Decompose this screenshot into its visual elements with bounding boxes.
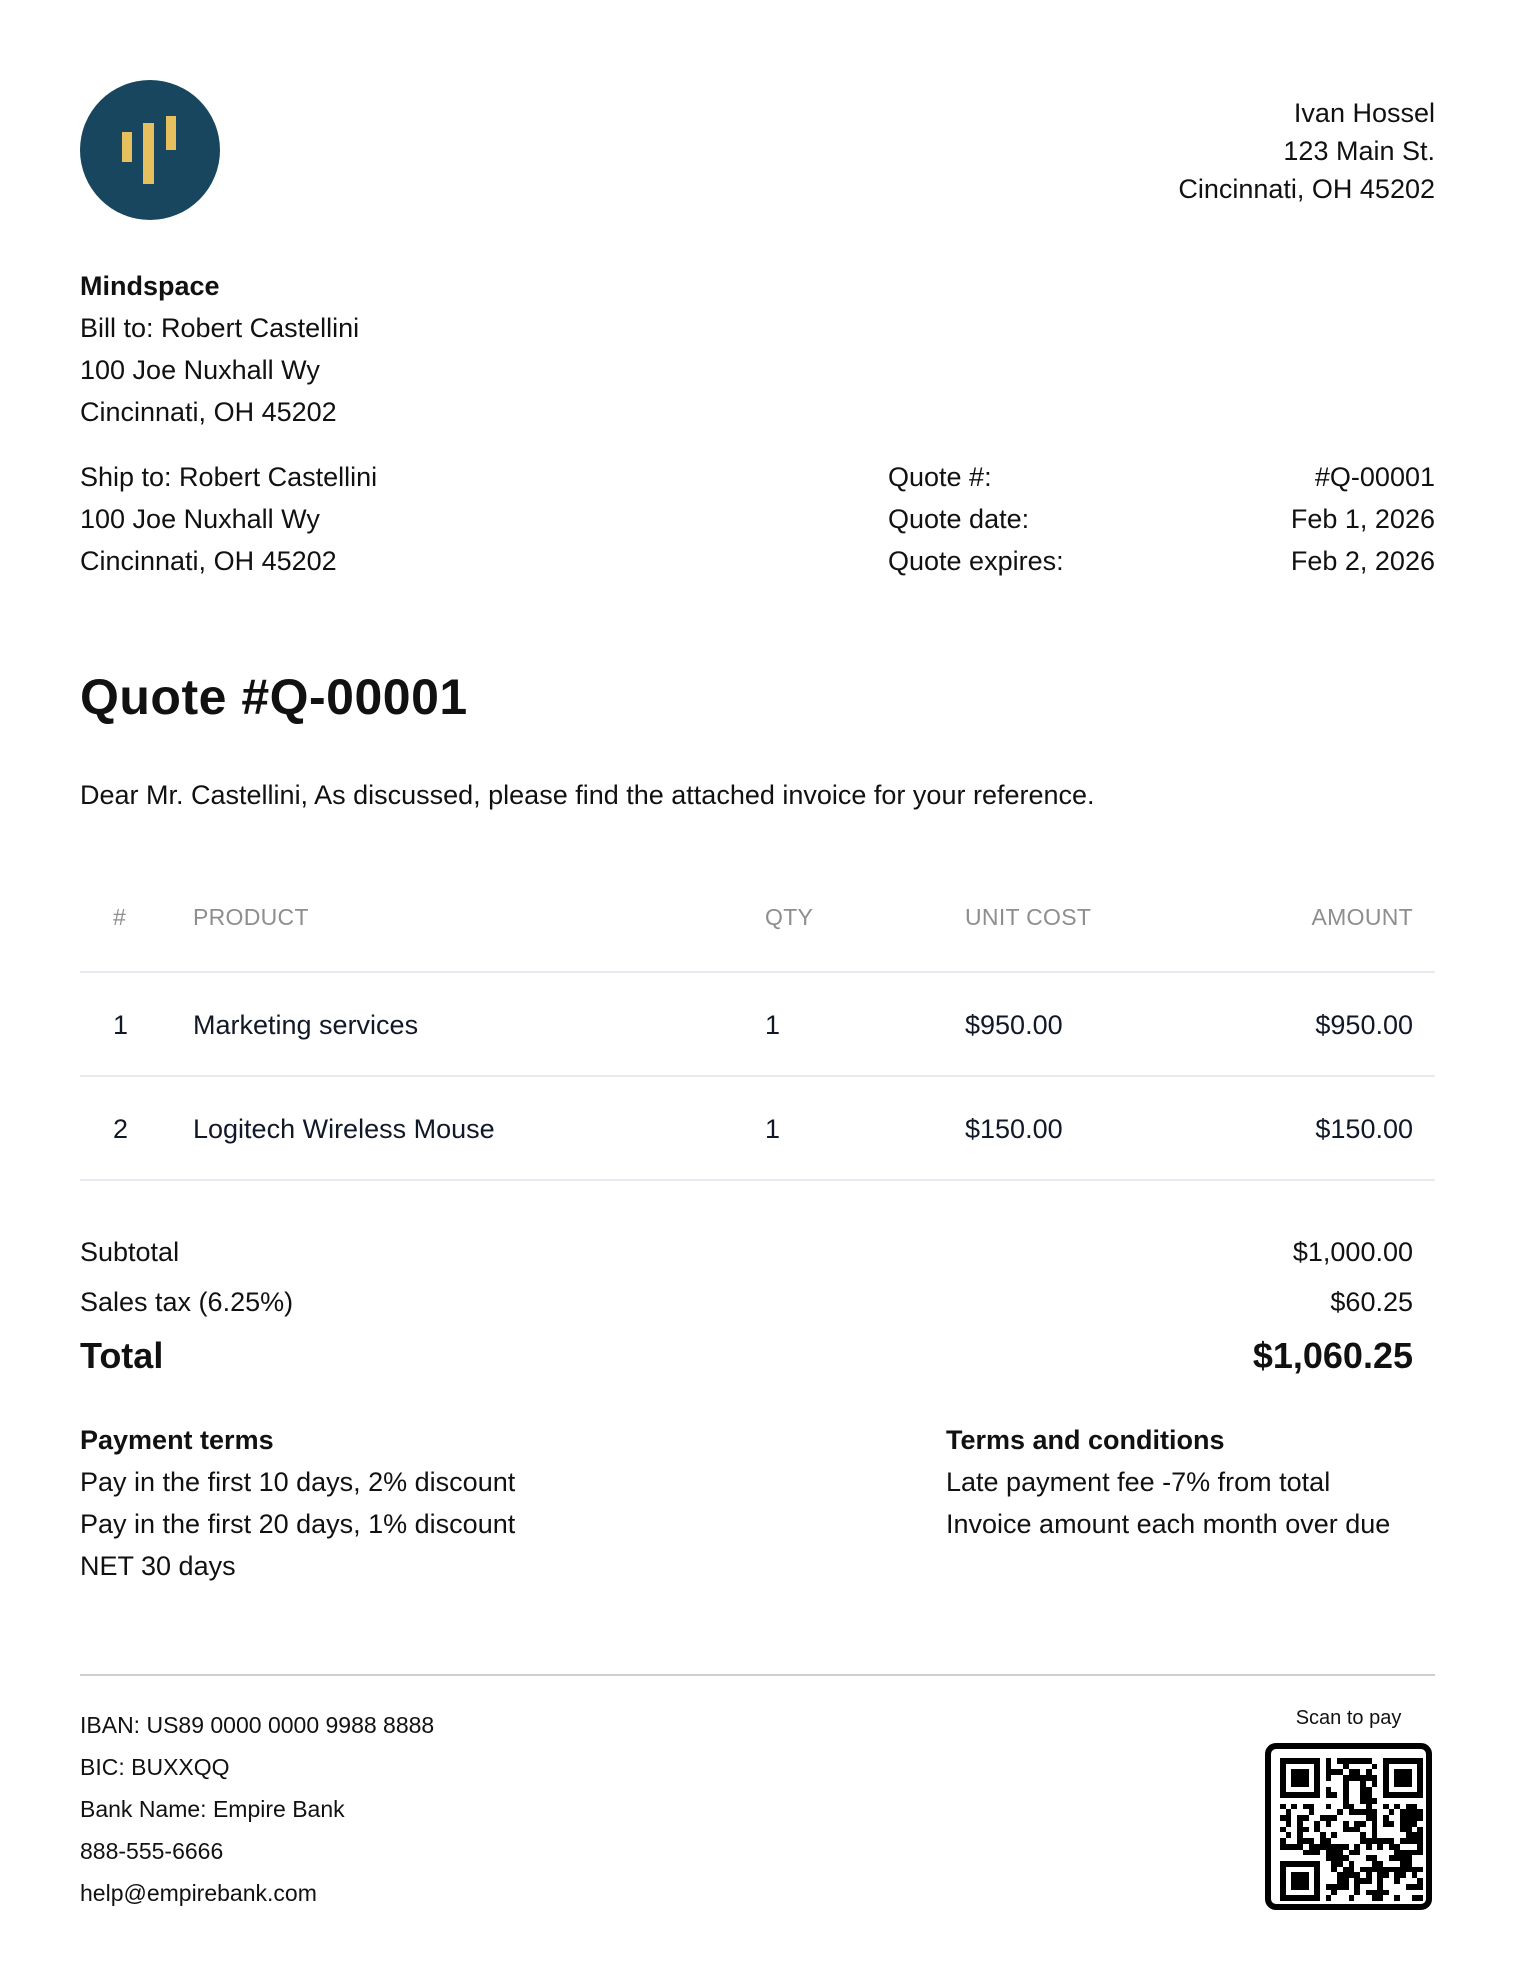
sender-street: 123 Main St. [1283,136,1435,166]
qr-code-pattern [1280,1758,1423,1901]
terms-line: Invoice amount each month over due [946,1509,1391,1539]
subtotal-label: Subtotal [80,1236,180,1267]
payment-terms-heading: Payment terms [80,1425,274,1455]
bank-iban: IBAN: US89 0000 0000 9988 8888 [80,1712,435,1738]
ship-to-name: Ship to: Robert Castellini [80,462,378,492]
logo-bar-icon [143,123,154,184]
quote-date-row [888,498,1435,540]
quote-expires-value: Feb 2, 2026 [1290,546,1435,576]
header-qty: QTY [765,904,814,930]
bank-details [80,1704,434,1914]
logo-bar-icon [166,116,176,150]
row-product: Marketing services [193,1010,419,1040]
bank-name: Bank Name: Empire Bank [80,1796,345,1822]
quote-date-value: Feb 1, 2026 [1290,504,1435,534]
logo-bar-icon [122,132,132,162]
row-unit-cost: $950.00 [965,1010,1063,1040]
row-qty: 1 [765,1010,781,1040]
footer-divider [80,1674,1435,1676]
terms-line: Late payment fee -7% from total [946,1467,1331,1497]
row-amount: $950.00 [1315,1010,1413,1040]
terms-heading: Terms and conditions [946,1425,1225,1455]
total-value: $1,060.25 [1252,1335,1413,1376]
row-product: Logitech Wireless Mouse [193,1114,495,1144]
table-row [80,1077,1435,1181]
ship-to-city: Cincinnati, OH 45202 [80,546,337,576]
company-logo [80,80,220,220]
row-number: 1 [113,1010,129,1040]
qr-code-icon [1265,1743,1432,1910]
table-header [80,880,1435,973]
row-qty: 1 [765,1114,781,1144]
header-number: # [113,904,127,930]
scan-to-pay-label: Scan to pay [1295,1707,1402,1729]
quote-meta [888,456,1435,582]
ship-to-street: 100 Joe Nuxhall Wy [80,504,320,534]
header-unit-cost: UNIT COST [965,904,1092,930]
bill-to-city: Cincinnati, OH 45202 [80,397,337,427]
row-amount: $150.00 [1315,1114,1413,1144]
sender-city: Cincinnati, OH 45202 [1178,174,1435,204]
client-company: Mindspace [80,271,220,301]
row-number: 2 [113,1114,129,1144]
quote-number-label: Quote #: [888,462,992,492]
bill-to-name: Bill to: Robert Castellini [80,313,360,343]
bank-phone: 888-555-6666 [80,1838,224,1864]
tax-row [80,1277,1413,1327]
payment-terms [80,1419,515,1587]
header-amount: AMOUNT [1311,904,1413,930]
bank-email: help@empirebank.com [80,1880,317,1906]
sender-name: Ivan Hossel [1293,98,1435,128]
line-items-table [80,880,1435,1181]
quote-expires-row [888,540,1435,582]
bank-bic: BIC: BUXXQQ [80,1754,230,1780]
sender-address [1178,94,1435,208]
tax-label: Sales tax (6.25%) [80,1286,294,1317]
subtotal-row [80,1227,1413,1277]
subtotal-value: $1,000.00 [1292,1236,1413,1267]
totals-block [80,1227,1413,1385]
quote-expires-label: Quote expires: [888,546,1064,576]
quote-number-row [888,456,1435,498]
row-unit-cost: $150.00 [965,1114,1063,1144]
total-label: Total [80,1335,164,1376]
payment-term-line: Pay in the first 20 days, 1% discount [80,1509,516,1539]
table-row [80,973,1435,1077]
ship-to-block [80,456,377,582]
bill-to-block [80,265,359,433]
payment-term-line: NET 30 days [80,1551,236,1581]
page-title: Quote #Q-00001 [80,669,468,725]
total-row [80,1327,1413,1385]
tax-value: $60.25 [1330,1286,1413,1317]
terms-and-conditions [946,1419,1390,1545]
cover-letter: Dear Mr. Castellini, As discussed, please find the attached invoice for your reference. [80,780,1095,810]
quote-number-value: #Q-00001 [1314,462,1435,492]
quote-date-label: Quote date: [888,504,1030,534]
payment-term-line: Pay in the first 10 days, 2% discount [80,1467,516,1497]
header-product: PRODUCT [193,904,309,930]
bill-to-street: 100 Joe Nuxhall Wy [80,355,320,385]
